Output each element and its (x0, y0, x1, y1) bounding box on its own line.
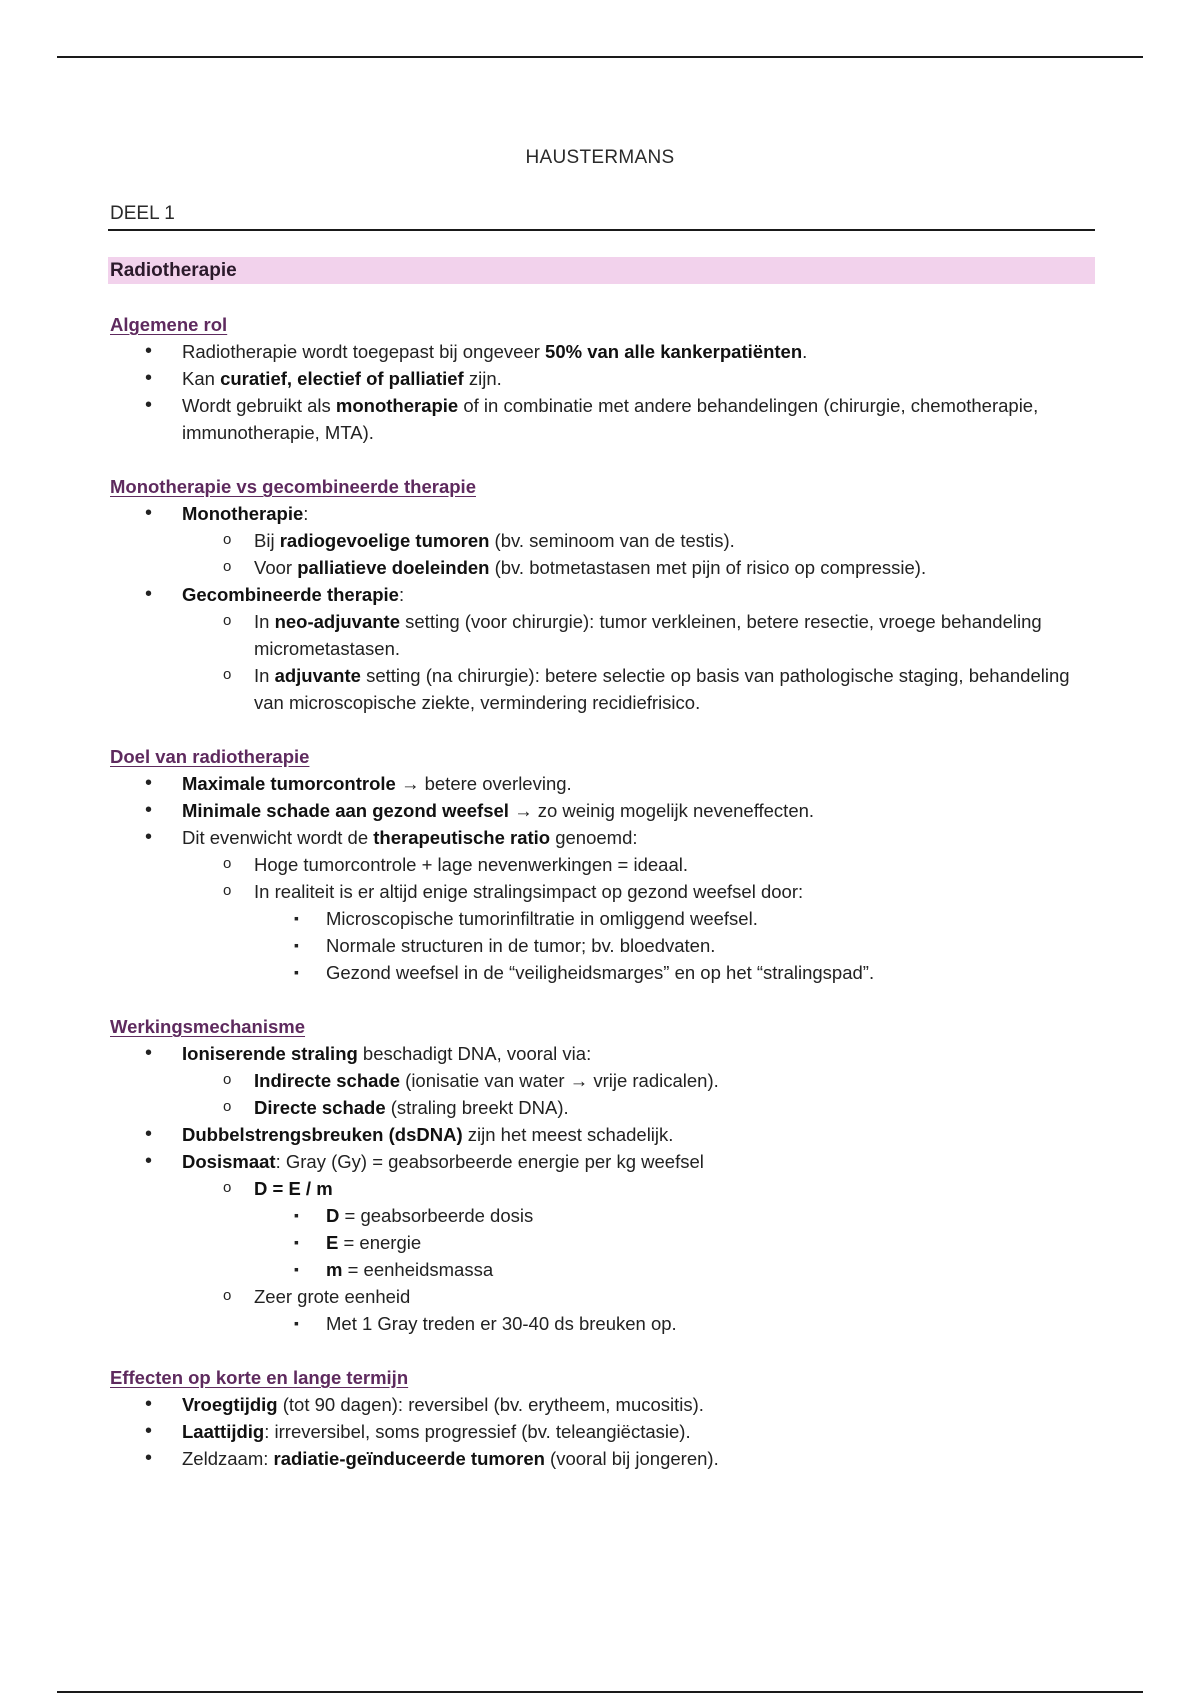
sub-list (182, 608, 1095, 716)
section-heading: Monotherapie vs gecombineerde therapie (110, 476, 476, 497)
sub-item: o Voor palliatieve doeleinden (bv. botmetastasen met pijn of risico op compressie). (110, 554, 1095, 581)
sub-item: o Directe schade (straling breekt DNA). (110, 1094, 1095, 1121)
sub-sub-list (254, 1310, 1095, 1337)
bullet-list (110, 1391, 1095, 1472)
list-item: • Radiotherapie wordt toegepast bij ongeveer 50% van alle kankerpatiënten. (110, 338, 1095, 365)
bullet-list (110, 338, 1095, 446)
document-title: HAUSTERMANS (525, 147, 675, 168)
sub-sub-list (254, 905, 1095, 986)
section-heading: Algemene rol (110, 314, 228, 335)
bullet-list (110, 770, 1095, 986)
sub-item: o In realiteit is er altijd enige stralingsimpact op gezond weefsel door: ▪ Microscopische tumorinfiltratie in omliggend weefsel. ▪ Normale structuren in de tumor; bv. bloedvaten. ▪ Gezond weefsel in de “veiligheidsmarges” en op het “stralingspad”. (110, 878, 1095, 986)
formula: D = E / m (254, 1178, 333, 1199)
bullet-list (110, 1040, 1095, 1337)
section-doel (110, 743, 1095, 986)
sub-item: o In adjuvante setting (na chirurgie): betere selectie op basis van pathologische staging, behandeling van microscopische ziekte, vermindering recidiefrisico. (110, 662, 1095, 716)
sub-item: o Indirecte schade (ionisatie van water → vrije radicalen). (110, 1067, 1095, 1094)
sub-item: o In neo-adjuvante setting (voor chirurgie): tumor verkleinen, betere resectie, vroege behandeling micrometastasen. (110, 608, 1095, 662)
section-effecten (110, 1364, 1095, 1472)
section-heading: Doel van radiotherapie (110, 746, 310, 767)
sub-list (182, 851, 1095, 986)
list-item: • Dit evenwicht wordt de therapeutische ratio genoemd: o Hoge tumorcontrole + lage nevenwerkingen = ideaal. o In realiteit is er altijd enige stralingsimpact op gezond weefsel door: ▪ Microscopische tumorinfiltratie in omliggend weefsel. ▪ Normale structuren in de tumor; bv. bloedvaten. ▪ Gezond weefsel in de “veiligheidsmarges” en op het “stralingspad”. (110, 824, 1095, 986)
section-werkingsmechanisme (110, 1013, 1095, 1337)
list-item: • Monotherapie: o Bij radiogevoelige tumoren (bv. seminoom van de testis). o Voor palliatieve doeleinden (bv. botmetastasen met pijn of risico op compressie). (110, 500, 1095, 581)
sub-sub-item: ▪ Normale structuren in de tumor; bv. bloedvaten. (110, 932, 1095, 959)
sub-item: o Zeer grote eenheid ▪ Met 1 Gray treden er 30-40 ds breuken op. (110, 1283, 1095, 1337)
list-item: • Vroegtijdig (tot 90 dagen): reversibel (bv. erytheem, mucositis). (110, 1391, 1095, 1418)
sub-sub-item: ▪ Met 1 Gray treden er 30-40 ds breuken op. (110, 1310, 1095, 1337)
sub-item (110, 1175, 1095, 1283)
sub-list (182, 1067, 1095, 1121)
sub-sub-item: ▪ D = geabsorbeerde dosis (110, 1202, 1095, 1229)
sub-sub-item: ▪ Microscopische tumorinfiltratie in omliggend weefsel. (110, 905, 1095, 932)
sub-item: o Bij radiogevoelige tumoren (bv. seminoom van de testis). (110, 527, 1095, 554)
sub-sub-item: ▪ m = eenheidsmassa (110, 1256, 1095, 1283)
section-algemene-rol (110, 311, 1095, 446)
sub-item: o Hoge tumorcontrole + lage nevenwerkingen = ideaal. (110, 851, 1095, 878)
list-item: • Ioniserende straling beschadigt DNA, vooral via: o Indirecte schade (ionisatie van water → vrije radicalen). o Directe schade (straling breekt DNA). (110, 1040, 1095, 1121)
document-body (110, 311, 1095, 1499)
sub-sub-list (254, 1202, 1095, 1283)
list-item: • Wordt gebruikt als monotherapie of in combinatie met andere behandelingen (chirurgie, chemotherapie, immunotherapie, MTA). (110, 392, 1095, 446)
section-heading: Werkingsmechanisme (110, 1016, 306, 1037)
page-top-rule (57, 56, 1143, 58)
chapter-highlight (108, 257, 1095, 284)
list-item: • Gecombineerde therapie: o In neo-adjuvante setting (voor chirurgie): tumor verkleinen, betere resectie, vroege behandeling micrometastasen. o In adjuvante setting (na chirurgie): betere selectie op basis van pathologische staging, behandeling van microscopische ziekte, vermindering recidiefrisico. (110, 581, 1095, 716)
bullet-list (110, 500, 1095, 716)
sub-sub-item: ▪ Gezond weefsel in de “veiligheidsmarges” en op het “stralingspad”. (110, 959, 1095, 986)
section-mono-vs-combi (110, 473, 1095, 716)
list-item: • Dosismaat: Gray (Gy) = geabsorbeerde energie per kg weefsel o D = E / m ▪ D = geabsorbeerde dosis ▪ E = energie ▪ m = eenheidsmassa o Zeer grote eenheid ▪ Met 1 Gray treden er 30-40 ds breuken op. (110, 1148, 1095, 1337)
page-bottom-rule (57, 1691, 1143, 1693)
section-heading: Effecten op korte en lange termijn (110, 1367, 409, 1388)
part-divider (108, 229, 1095, 231)
part-label: DEEL 1 (110, 203, 175, 224)
sub-list (182, 1175, 1095, 1337)
sub-sub-item: ▪ E = energie (110, 1229, 1095, 1256)
list-item: • Laattijdig: irreversibel, soms progressief (bv. teleangiëctasie). (110, 1418, 1095, 1445)
chapter-title: Radiotherapie (110, 260, 237, 281)
list-item: • Maximale tumorcontrole → betere overleving. (110, 770, 1095, 797)
sub-list (182, 527, 1095, 581)
list-item: • Zeldzaam: radiatie-geïnduceerde tumoren (vooral bij jongeren). (110, 1445, 1095, 1472)
list-item: • Dubbelstrengsbreuken (dsDNA) zijn het meest schadelijk. (110, 1121, 1095, 1148)
list-item: • Minimale schade aan gezond weefsel → zo weinig mogelijk neveneffecten. (110, 797, 1095, 824)
list-item: • Kan curatief, electief of palliatief zijn. (110, 365, 1095, 392)
